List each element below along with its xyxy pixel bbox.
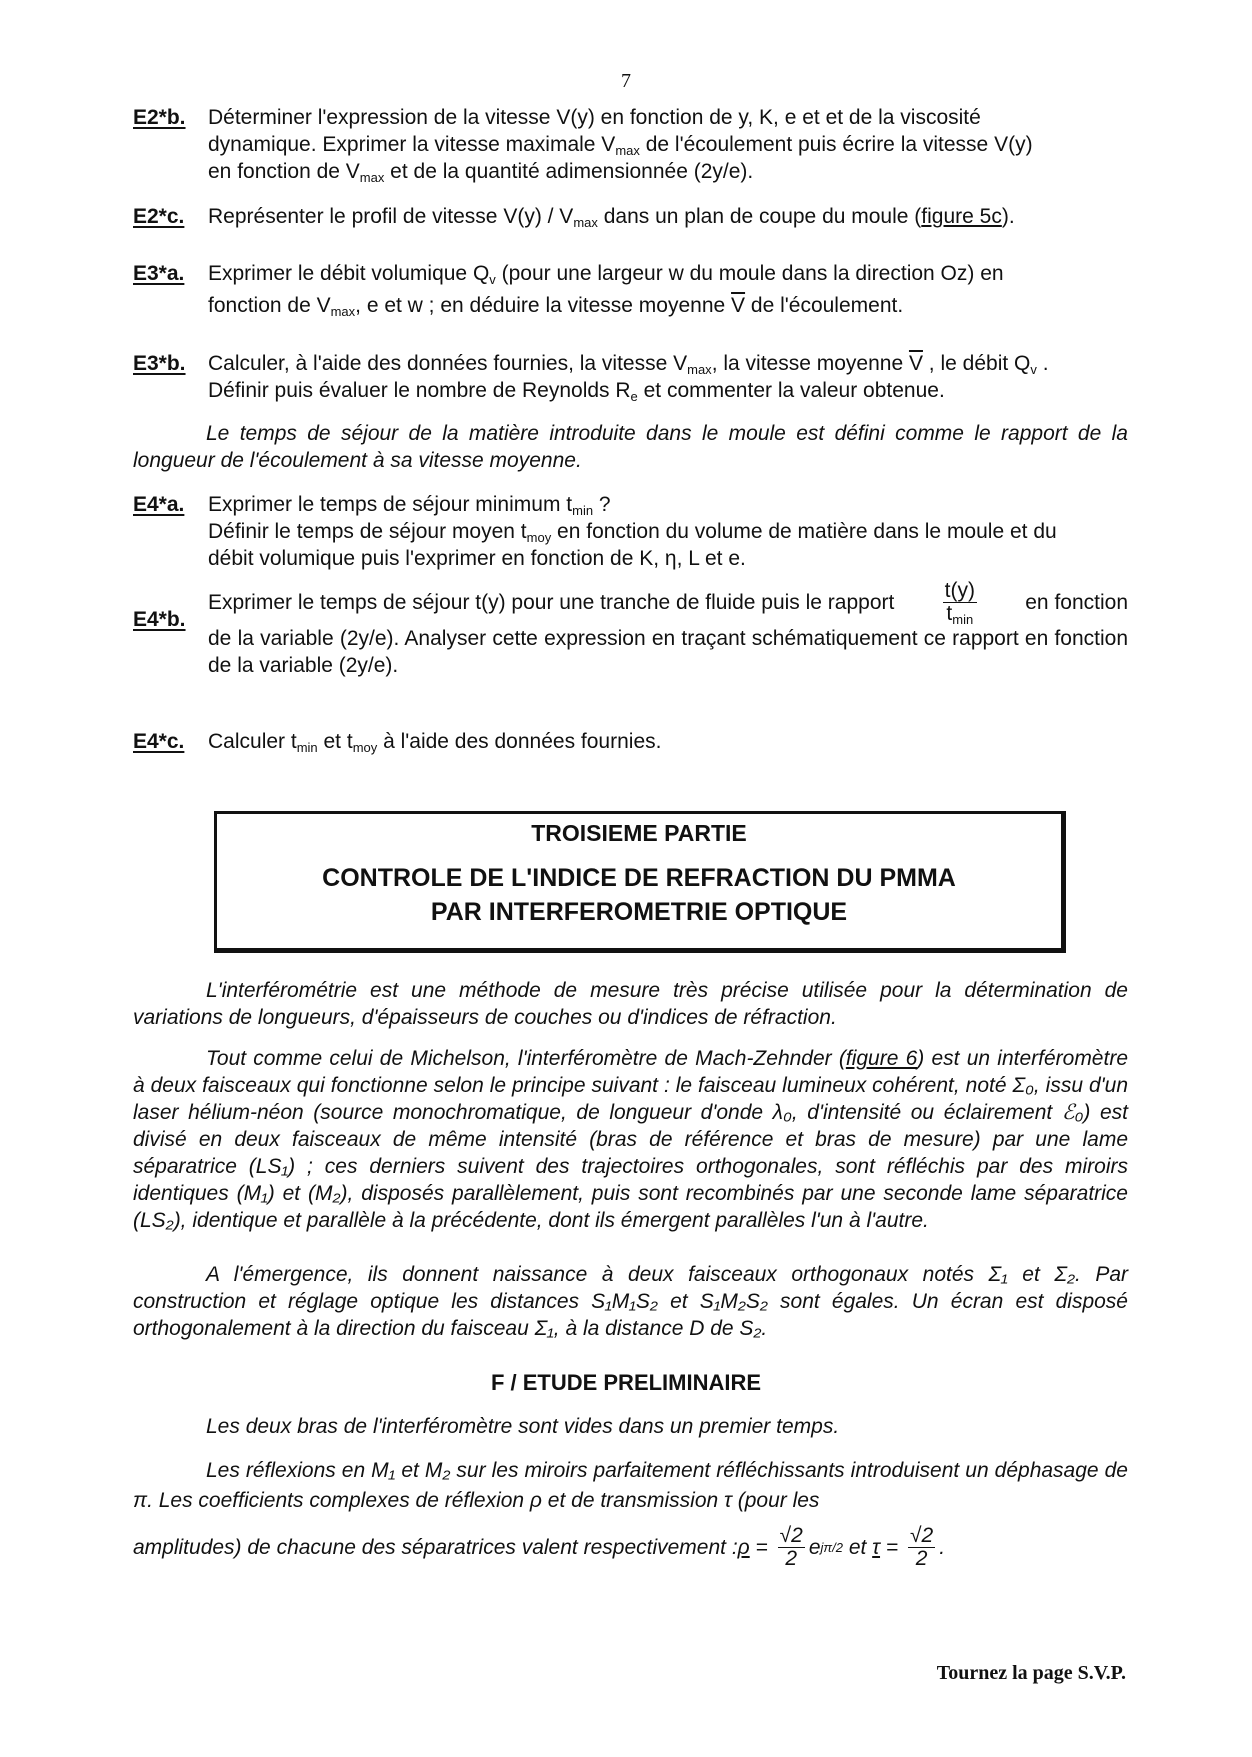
ratio-fraction: $\frac{t(y)}{t_{min}}$ xyxy=(944,579,975,627)
question-label: E4*a. xyxy=(133,493,185,516)
question-text: Exprimer le temps de séjour minimum $t_{min}$ ? xyxy=(208,493,611,518)
question-label: E2*b. xyxy=(133,106,186,129)
question-text: en fonction de $V_{max}$ et de la quantité adimensionnée (2y/e). xyxy=(208,160,754,185)
question-e4a xyxy=(133,491,1128,572)
question-text: Représenter le profil de vitesse $V(y) / V_{max}$ dans un plan de coupe du moule (figure 5c). xyxy=(208,205,1015,230)
question-text: Définir puis évaluer le nombre de Reynolds $R_e$ et commenter la valeur obtenue. xyxy=(208,379,945,404)
paragraph-bras-vides: Les deux bras de l'interféromètre sont vides dans un premier temps. xyxy=(206,1415,840,1438)
question-label: E4*b. xyxy=(133,608,186,631)
tau-symbol: τ xyxy=(872,1535,881,1559)
question-text: de la variable (2y/e). Analyser cette expression en traçant schématiquement ce rapport en fonction de la variable (2y/e). xyxy=(208,627,1128,677)
paragraph-emergence: A l'émergence, ils donnent naissance à deux faisceaux orthogonaux notés Σ₁ et Σ₂. Par construction et réglage optique les distances S₁M₁S₂ et S₁M₂S₂ sont égales. Un écran est disposé orthogonalement à la direction du faisceau Σ₁, à la distance D de S₂. xyxy=(133,1263,1128,1340)
question-label: E3*a. xyxy=(133,262,185,285)
sqrt2-over-2-fraction: $\frac{√2}{2}$ xyxy=(909,1524,934,1570)
paragraph-interferometry: L'interférométrie est une méthode de mesure très précise utilisée pour la détermination de variations de longueurs, d'épaisseurs de couches ou d'indices de réfraction. xyxy=(133,979,1128,1029)
question-e2b xyxy=(133,104,1128,185)
question-text: débit volumique puis l'exprimer en fonction de K, η, L et e. xyxy=(208,547,746,570)
question-text: Calculer $t_{min}$ et $t_{moy}$ à l'aide des données fournies. xyxy=(208,730,662,755)
part-subtitle: CONTROLE DE L'INDICE DE REFRACTION DU PMMA xyxy=(322,864,956,892)
rho-symbol: ρ xyxy=(737,1535,750,1559)
part-title-box xyxy=(214,811,1066,953)
question-text: dynamique. Exprimer la vitesse maximale $V_{max}$ de l'écoulement puis écrire la vitesse V(y) xyxy=(208,133,1033,158)
paragraph-mach-zehnder: Tout comme celui de Michelson, l'interféromètre de Mach-Zehnder (figure 6) est un interféromètre à deux faisceaux qui fonctionne selon le principe suivant : le faisceau lumineux cohérent, noté Σ₀, issu d'un laser hélium-néon (source monochromatique, de longueur d'onde λ₀, d'intensité ou éclairement ℰ₀) est divisé en deux faisceaux de même intensité (bras de référence et bras de mesure) par une lame séparatrice (LS₁) ; ces derniers suivent des trajectoires orthogonales, sont réfléchis par des miroirs identiques (M₁) et (M₂), disposés parallèlement, puis sont recombinés par une seconde lame séparatrice (LS₂), identique et parallèle à la précédente, dont ils émergent parallèles l'un à l'autre. xyxy=(133,1047,1128,1232)
section-title: F / ETUDE PRELIMINAIRE xyxy=(490,1370,762,1395)
page-number: 7 xyxy=(621,70,631,92)
figure-reference: figure 6 xyxy=(845,1047,918,1070)
question-label: E4*c. xyxy=(133,730,185,753)
question-e3a xyxy=(133,258,1128,322)
question-label: E2*c. xyxy=(133,205,185,228)
question-label: E3*b. xyxy=(133,352,186,375)
part-title: TROISIEME PARTIE xyxy=(531,820,747,846)
paragraph-sejour: Le temps de séjour de la matière introduite dans le moule est défini comme le rapport de la longueur de l'écoulement à sa vitesse moyenne. xyxy=(133,422,1128,472)
footer-turn-page: Tournez la page S.V.P. xyxy=(936,1662,1126,1684)
sqrt2-over-2-fraction: $\frac{√2}{2}$ xyxy=(779,1524,803,1570)
question-text: Définir le temps de séjour moyen $t_{moy}$ en fonction du volume de matière dans le moule et du xyxy=(208,520,1057,545)
question-text: fonction de $V_{max}$, e et w ; en déduire la vitesse moyenne $\overline{V}$ de l'écoulement. xyxy=(208,294,904,319)
question-e2c xyxy=(133,203,1128,230)
part-subtitle: PAR INTERFEROMETRIE OPTIQUE xyxy=(430,898,848,926)
paragraph-reflexions: Les réflexions en M₁ et M₂ sur les miroirs parfaitement réfléchissants introduisent un déphasage de π. Les coefficients complexes de réflexion ρ et de transmission τ (pour les xyxy=(133,1459,1128,1512)
question-text: Exprimer le débit volumique $Q_v$ (pour une largeur w du moule dans la direction Oz) en xyxy=(208,262,1004,287)
question-text: Exprimer le temps de séjour t(y) pour une tranche de fluide puis le rapport $\frac{t(y)}{t_{min}}$ en fonction xyxy=(208,579,1128,627)
question-e3b xyxy=(133,350,1128,404)
question-e4c xyxy=(133,728,1128,755)
mean-velocity-symbol: $\overline{V}$ xyxy=(731,294,746,317)
paragraph-coefficients: amplitudes) de chacune des séparatrices valent respectivement : ρ = $\frac{√2}{2}$ e jπ/2 et τ = $\frac{√2}{2}$ . xyxy=(133,1524,946,1570)
figure-reference: figure 5c xyxy=(921,205,1002,228)
question-e4b xyxy=(133,580,1128,679)
question-text: Déterminer l'expression de la vitesse V(y) en fonction de y, K, e et et de la viscosité xyxy=(208,106,981,129)
question-text: Calculer, à l'aide des données fournies, la vitesse $V_{max}$, la vitesse moyenne $\overline{V}$ , le débit $Q_v$ . xyxy=(208,352,1049,377)
